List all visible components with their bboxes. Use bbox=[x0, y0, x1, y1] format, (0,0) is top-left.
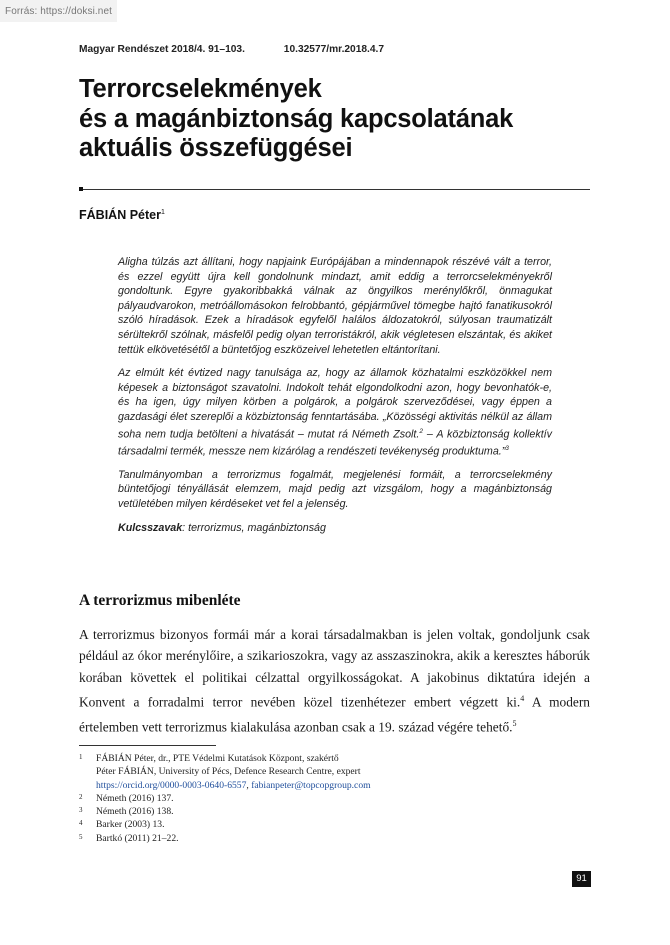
footnote bbox=[79, 832, 590, 845]
title-line: és a magánbiztonság kapcsolatának bbox=[79, 104, 514, 133]
author-name: FÁBIÁN Péter bbox=[79, 208, 161, 222]
abstract bbox=[118, 255, 552, 544]
footnote bbox=[79, 818, 590, 831]
footnote-text: FÁBIÁN Péter, dr., PTE Védelmi Kutatások Központ, szakértő bbox=[96, 753, 339, 764]
keywords-list: : terrorizmus, magánbiztonság bbox=[182, 521, 326, 534]
footnote-text: Németh (2016) 137. bbox=[96, 792, 174, 804]
title-line: Terrorcselekmények bbox=[79, 75, 322, 103]
footnote-ref[interactable]: 4 bbox=[520, 693, 525, 703]
footnote-ref[interactable]: 3 bbox=[505, 444, 509, 452]
footnote-text: Péter FÁBIÁN, University of Pécs, Defence Research Centre, expert bbox=[96, 766, 361, 778]
abstract-text: – A közbiztonság kollektív társadalmi termék, messze nem kizárólag a rendészeti tevékenység produktuma.” bbox=[118, 428, 552, 458]
footnote-number: 4 bbox=[79, 819, 83, 828]
keywords-label: Kulcsszavak bbox=[118, 521, 183, 534]
page-number: 91 bbox=[572, 871, 591, 887]
footnote bbox=[79, 805, 590, 818]
separator: , bbox=[246, 779, 252, 791]
footnote-number: 5 bbox=[79, 832, 83, 841]
journal-header bbox=[79, 44, 384, 55]
abstract-paragraph bbox=[118, 366, 552, 459]
title-divider bbox=[79, 189, 590, 190]
footnote-body bbox=[96, 752, 590, 792]
orcid-link[interactable]: https://orcid.org/0000-0003-0640-6557 bbox=[96, 779, 247, 791]
section-heading: A terrorizmus mibenléte bbox=[79, 592, 241, 609]
footnote-text: Németh (2016) 138. bbox=[96, 806, 174, 818]
footnote bbox=[79, 792, 590, 805]
abstract-paragraph: Aligha túlzás azt állítani, hogy napjaink Európájában a mindennapok részévé vált a terror, és ezzel együtt újra kell gondolnunk mindazt, amit eddig a terrorcselekményekről gondoltunk. Egyre gyakoribbakká válnak az öngyilkos merénylőkről, önmagukat pályaudvarokon, metróállomásokon felrobbantó, gépjárművel tömegbe hajtó fanatikusokról szóló híradások. Ezek a híradások egyfelől halálos áldozatokról, súlyosan traumatizált sérültekről szólnak, másfelől pedig olyan terroristákról, akik végletesen elszántak, és akiket tettük elkövetésétől a büntetőjog eszközeivel lehetetlen eltántorítani. bbox=[118, 256, 552, 356]
footnote-number: 2 bbox=[79, 792, 83, 801]
article-title bbox=[79, 75, 619, 164]
body-text: A modern értelemben vett terrorizmus kialakulása azonban csak a 19. század végére tehető. bbox=[79, 694, 590, 735]
journal-citation: Magyar Rendészet 2018/4. 91–103. bbox=[79, 44, 245, 55]
abstract-text: Az elmúlt két évtized nagy tanulsága az, hogy az államok közhatalmi eszközökkel nem képesek a biztonságot szavatolni. Indokolt tehát elgondolkodni azon, hogy bevonhatók-e, és ha igen, úgy milyen körben a polgárok, a polgárok szerveződései, vagy éppen a gazdasági élet szereplői a közbiztonság fenntartásába. „Közösségi aktivitás nélkül az állam soha nem tudja betölteni a hivatását – mutat rá Németh Zsolt. bbox=[118, 367, 552, 441]
author-footnote-ref[interactable]: 1 bbox=[160, 208, 165, 216]
keywords bbox=[118, 521, 552, 536]
abstract-paragraph: Tanulmányomban a terrorizmus fogalmát, megjelenési formáit, a terrorcselekmény büntetőjogi tényállását elemzem, majd pedig azt vizsgálom, hogy a magánbiztonság vetületében milyen kérdéseket vet fel a jelenség. bbox=[118, 468, 552, 511]
footnote-text: Barker (2003) 13. bbox=[96, 819, 165, 831]
footnotes bbox=[79, 752, 590, 845]
body-paragraph bbox=[79, 624, 590, 737]
body-text: A terrorizmus bizonyos formái már a korai társadalmakban is jelen voltak, gondoljunk csak például az ókor merénylőire, a szikarioszokra, vagy az asszaszinokra, akik a keresztes háborúk korában követtek el politikai célzattal orgyilkosságokat. A jakobinus diktatúra idején a Konvent a forradalmi terror nevében közel tizenhétezer embert végzett ki. bbox=[79, 627, 590, 710]
source-watermark: Forrás: https://doksi.net bbox=[0, 0, 117, 22]
footnote bbox=[79, 752, 590, 792]
footnote-number: 3 bbox=[79, 806, 83, 815]
footnote-ref[interactable]: 5 bbox=[512, 718, 517, 728]
divider-marker bbox=[79, 187, 83, 191]
title-line: aktuális összefüggései bbox=[79, 134, 353, 162]
author-line bbox=[79, 208, 165, 222]
email-link[interactable]: fabianpeter@topcopgroup.com bbox=[251, 779, 371, 791]
footnote-ref[interactable]: 2 bbox=[419, 427, 423, 435]
footnote-text: Bartkó (2011) 21–22. bbox=[96, 832, 179, 844]
doi[interactable]: 10.32577/mr.2018.4.7 bbox=[283, 44, 385, 55]
footnote-number: 1 bbox=[79, 753, 83, 761]
footnote-divider bbox=[79, 745, 216, 746]
